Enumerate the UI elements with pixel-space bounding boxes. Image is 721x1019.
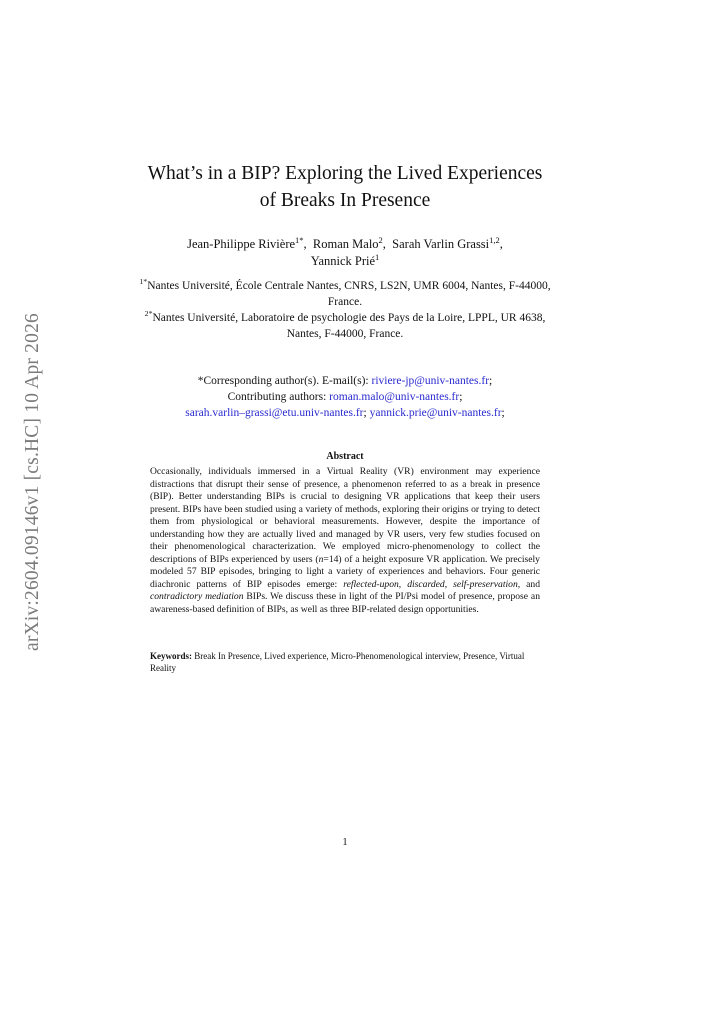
contributing-authors: Contributing authors: roman.malo@univ-nantes.fr; [227,391,463,403]
email-link[interactable]: sarah.varlin–grassi@etu.univ-nantes.fr [185,407,364,419]
author: Sarah Varlin Grassi$^{1,2}$ [392,234,500,251]
keywords-text: Break In Presence, Lived experience, Micro-Phenomenological interview, Presence, Virtual Reality [150,651,525,673]
arxiv-stamp [22,296,44,668]
author: Yannick Prié$^1$ [310,251,380,268]
author-list: Jean-Philippe Rivière$^{1*}$, Roman Malo$^2$, Sarah Varlin Grassi$^{1,2}$, Yannick Prié$^1$ [187,234,503,268]
affiliation: $^{2*}$Nantes Université, Laboratoire de psychologie des Pays de la Loire, LPPL, UR 4638, Nantes, F-44000, France. [144,309,546,340]
paper-title: What’s in a BIP? Exploring the Lived Experiences of Breaks In Presence [147,163,543,211]
keywords [150,650,540,674]
corresponding-author: *Corresponding author(s). E-mail(s): riviere-jp@univ-nantes.fr; [197,375,493,387]
contributing-authors-continued: sarah.varlin–grassi@etu.univ-nantes.fr; yannick.prie@univ-nantes.fr; [185,407,505,419]
email-link[interactable]: yannick.prie@univ-nantes.fr [369,407,502,419]
page-number: 1 [342,837,348,848]
author: Jean-Philippe Rivière$^{1*}$ [187,234,304,251]
affiliation-list [130,278,560,342]
contact-info [125,373,565,421]
email-link[interactable]: roman.malo@univ-nantes.fr [329,391,460,403]
affiliation: $^{1*}$Nantes Université, École Centrale Nantes, CNRS, LS2N, UMR 6004, Nantes, F-44000, France. [139,277,551,308]
abstract-text: Occasionally, individuals immersed in a Virtual Reality (VR) environment may experience distractions that disrupt their sense of presence, a phenomenon referred to as a break in presence (BIP). Better understanding BIPs is crucial to designing VR applications that keep their users present. BIPs have been studied using a variety of methods, exploring their origins or trying to detect them from physiological or behavioral measurements. However, despite the importance of understanding how they are actually lived and managed by VR users, very few studies focused on their phenomenological characterization. We employed micro-phenomenology to collect the descriptions of BIPs experienced by users (n=14) of a height exposure VR application. We precisely modeled 57 BIP episodes, bringing to light a variety of experiences and behaviors. Four generic diachronic patterns of BIP episodes emerge: reflected-upon, discarded, self-preservation, and contradictory mediation BIPs. We discuss these in light of the PI/Psi model of presence, propose an awareness-based definition of BIPs, as well as three BIP-related design opportunities. [150,466,541,616]
arxiv-stamp-text: arXiv:2604.09146v1 [cs.HC] 10 Apr 2026 [22,313,43,651]
abstract-heading: Abstract [326,451,364,462]
keywords-label: Keywords: [150,651,192,661]
author: Roman Malo$^2$ [312,234,383,251]
email-link[interactable]: riviere-jp@univ-nantes.fr [371,375,490,387]
